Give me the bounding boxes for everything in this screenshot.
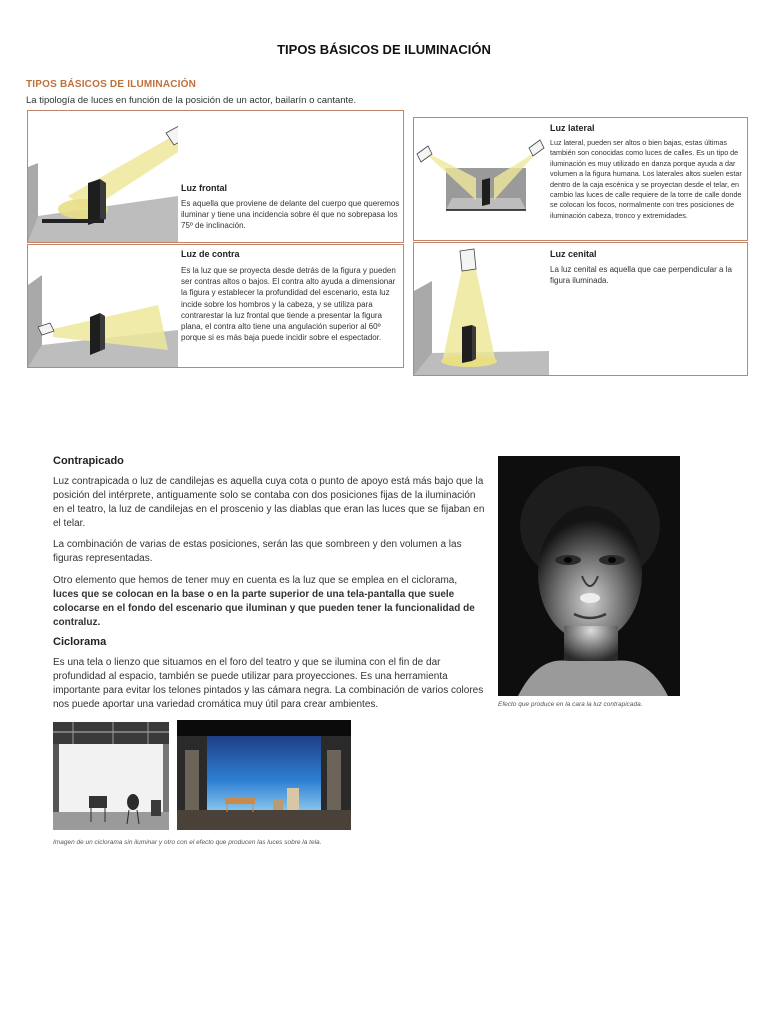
cyclorama-unlit-photo [53,722,169,830]
cenital-light-diagram [414,243,549,375]
contrapicado-paragraph-3 [53,574,485,630]
panel-text: La luz cenital es aquella que cae perpendicular a la figura iluminada. [550,265,732,286]
contrapicado-heading: Contrapicado [53,455,124,467]
panel-title: Luz lateral [550,123,595,133]
panel-title: Luz frontal [181,183,227,193]
contra-light-diagram [28,245,178,367]
cyclorama-lit-photo [177,720,351,830]
panel-text: Luz lateral, pueden ser altos o bien bajas, estas últimas también son conocidas como luces de calles. Es un tipo de iluminación es muy utilizado en danza porque ayuda a dar volumen a la figura humana. Los laterales altos suelen estar dentro de la caja escénica y se proyectan desde el telar, en cambio las luces de calle requiere de la torre de calle donde se colocan los focos, normalmente con tres posiciones de iluminación cabeza, tronco y extremidades. [550,138,742,220]
ciclorama-heading: Ciclorama [53,636,107,648]
ciclorama-paragraph: Es una tela o lienzo que situamos en el foro del teatro y que se ilumina con el fin de dar profundidad al espacio, también se puede utilizar para proyecciones. Es una herramienta importante para evitar los telones pintados y las cámara negra. La combinación de varios colores nos puede aportar una variedad cromática muy útil para crear ambientes. [53,657,484,710]
panel-text: Es aquella que proviene de delante del cuerpo que queremos iluminar y tiene una incidencia sobre él que no sobrepasa los 75º de inclinación. [181,199,400,231]
contrapicado-p3-bold: luces que se colocan en la base o en la parte superior de una tela-pantalla que suele colocarse en el fondo del escenario que iluminan y que pueden tener la funcionalidad de contraluz. [53,589,475,628]
contrapicado-paragraph-1: Luz contrapicada o luz de candilejas es aquella cuya cota o punto de apoyo está más bajo que la posición del intérprete, antiguamente solo se contaba con dos posiciones fijas de la iluminación en el teatro, la luz de candilejas en el proscenio y las diablas que eran las luces que se fijaban en el telar. [53,476,485,529]
face-photo-caption: Efecto que produce en la cara la luz contrapicada. [498,701,643,708]
panel-title: Luz cenital [550,249,597,259]
panel-luz-frontal [27,110,404,243]
contrapicado-face-photo [498,456,680,696]
contrapicado-paragraph-2: La combinación de varias de estas posiciones, serán las que sombreen y den volumen a las figuras representadas. [53,539,462,564]
cyclorama-photos-caption: Imagen de un ciclorama sin iluminar y otro con el efecto que producen las luces sobre la tela. [53,839,322,846]
panel-luz-cenital [413,242,748,376]
panel-text: Es la luz que se proyecta desde detrás de la figura y pueden ser contras altos o bajos. El contra alto ayuda a dimensionar la figura y establecer la profundidad del escenario, esta luz incide sobre los hombros y la cabeza, y se utiliza para contrarestar la luz frontal que tiende a presentar la figura plana, el contra alto tiene una angulación superior al 60º porque si es más baja puede incidir sobre el espectador. [181,266,396,343]
contrapicado-p3-normal: Otro elemento que hemos de tener muy en cuenta es la luz que se emplea en el ciclorama, [53,575,458,586]
section-heading: TIPOS BÁSICOS DE ILUMINACIÓN [26,79,197,90]
lateral-light-diagram [414,118,549,240]
page-title: TIPOS BÁSICOS DE ILUMINACIÓN [277,42,491,57]
panel-luz-lateral [413,117,748,241]
frontal-light-diagram [28,111,178,242]
panel-luz-de-contra [27,244,404,368]
section-subtitle: La tipología de luces en función de la posición de un actor, bailarín o cantante. [26,95,357,106]
panel-title: Luz de contra [181,249,240,259]
